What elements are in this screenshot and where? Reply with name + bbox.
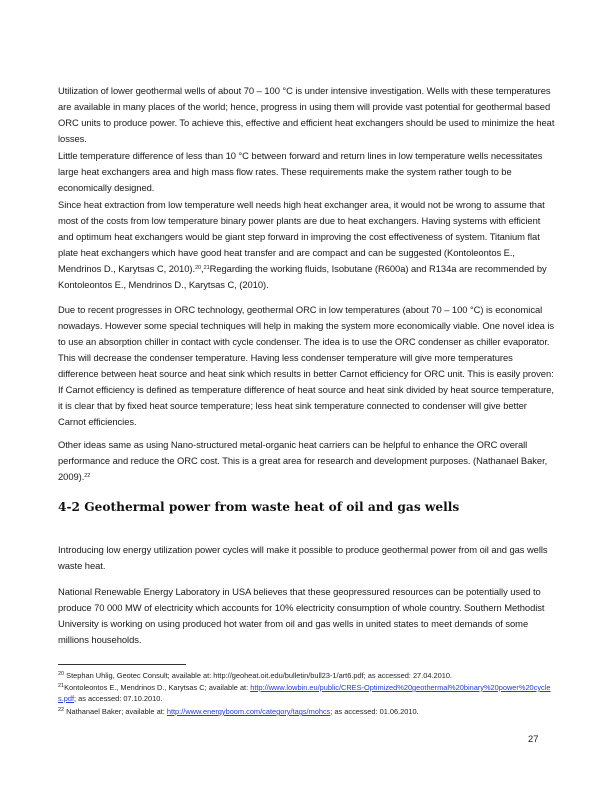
footnote-22 [58,706,555,717]
footnote-number: 21 [58,683,65,689]
paragraph-orc-technology: Due to recent progresses in ORC technology, geothermal ORC in low temperatures (about 70 – 100 °C) is economical nowadays. However some special techniques will help in making the system more economically viable. One novel idea is to use an absorption chiller in contact with cycle condenser. The idea is to use the ORC condenser as chiller evaporator. This will decrease the condenser temperature. Having less condenser temperature will give more temperatures difference between heat source and heat sink which results in better Carnot efficiency for ORC unit. This is easily proven: If Carnot efficiency is defined as temperature difference of heat source and heat sink divided by heat source temperature, it is clear that by fixed heat source temperature; less heat sink temperature connected to condenser will give better Carnot efficiencies. [58,304,555,427]
paragraph-text: Other ideas same as using Nano-structured metal-organic heat carriers can be helpful to enhance the ORC overall performance and reduce the ORC cost. This is a great area for research and development purposes. (Nathanael Baker, 2009). [58,439,548,482]
footnote-text: Nathanael Baker; available at: [64,707,167,716]
footnote-text: Stephan Uhlig, Geotec Consult; available at: http://geoheat.oit.edu/bulletin/bull23-1/art6.pdf; as accessed: 27.04.2010. [64,671,452,680]
footnote-separator [58,664,186,665]
footnote-text: Kontoleontos E., Mendrinos D., Karytsas C; available at: [64,683,251,692]
footnote-20 [58,670,555,681]
paragraph-temperature-difference: Little temperature difference of less than 10 °C between forward and return lines in low temperature wells necessitates large heat exchangers area and high mass flow rates. These requirements make the system rather tough to be economically designed. [58,150,543,193]
paragraph-nano-structured [58,437,555,485]
footnote-21 [58,682,555,704]
footnote-ref-20[interactable]: 20 [195,265,202,271]
paragraph-low-temp-wells: Utilization of lower geothermal wells of about 70 – 100 °C is under intensive investigation. Wells with these temperatures are available in many places of the world; hence, progress in using them will provide vast potential for geothermal based ORC units to produce power. To achieve this, effective and efficient heat exchangers should be used to minimize the heat losses. [58,85,555,144]
paragraph-heat-exchangers [58,197,555,293]
footnote-link[interactable]: http://www.energyboom.com/category/tags/mohcs [166,707,331,716]
section-heading: 4-2 Geothermal power from waste heat of oil and gas wells [58,500,460,514]
paragraph-nrel: National Renewable Energy Laboratory in USA believes that these geopressured resources can be potentially used to produce 70 000 MW of electricity which accounts for 10% electricity consumption of whole country. Southern Methodist University is working on using produced hot water from oil and gas wells in united states to meet demands of some millions households. [58,586,545,645]
footnote-number: 22 [58,707,65,713]
separator: , [201,263,204,274]
paragraph-text: Regarding the working fluids, Isobutane (R600a) and R134a are recommended by Kontoleontos E., Mendrinos D., Karytsas C, (2010). [58,263,547,290]
footnote-ref-22[interactable]: 22 [84,473,91,479]
paragraph-introducing-cycles: Introducing low energy utilization power cycles will make it possible to produce geothermal power from oil and gas wells waste heat. [58,544,548,571]
footnote-ref-21[interactable]: 21 [203,265,210,271]
page-number: 27 [528,733,539,744]
footnote-number: 20 [58,671,65,677]
paragraph-text: Since heat extraction from low temperature well needs high heat exchanger area, it would not be wrong to assume that most of the costs from low temperature binary power plants are due to heat exchangers. Having systems with efficient and optimum heat exchangers would be giant step forward in improving the cost effectiveness of system. Titanium flat plate heat exchangers which have good heat transfer and are compact and can be suggested (Kontoleontos E., Mendrinos D., Karytsas C, 2010). [58,199,545,274]
footnote-text: ; as accessed: 07.10.2010. [74,694,163,703]
footnote-link[interactable]: http://www.lowbin.eu/public/CRES-Optimized%20geothermal%20binary%20power%20cycles.pdf [58,683,551,703]
footnote-text: ; as accessed: 01.06.2010. [330,707,419,716]
